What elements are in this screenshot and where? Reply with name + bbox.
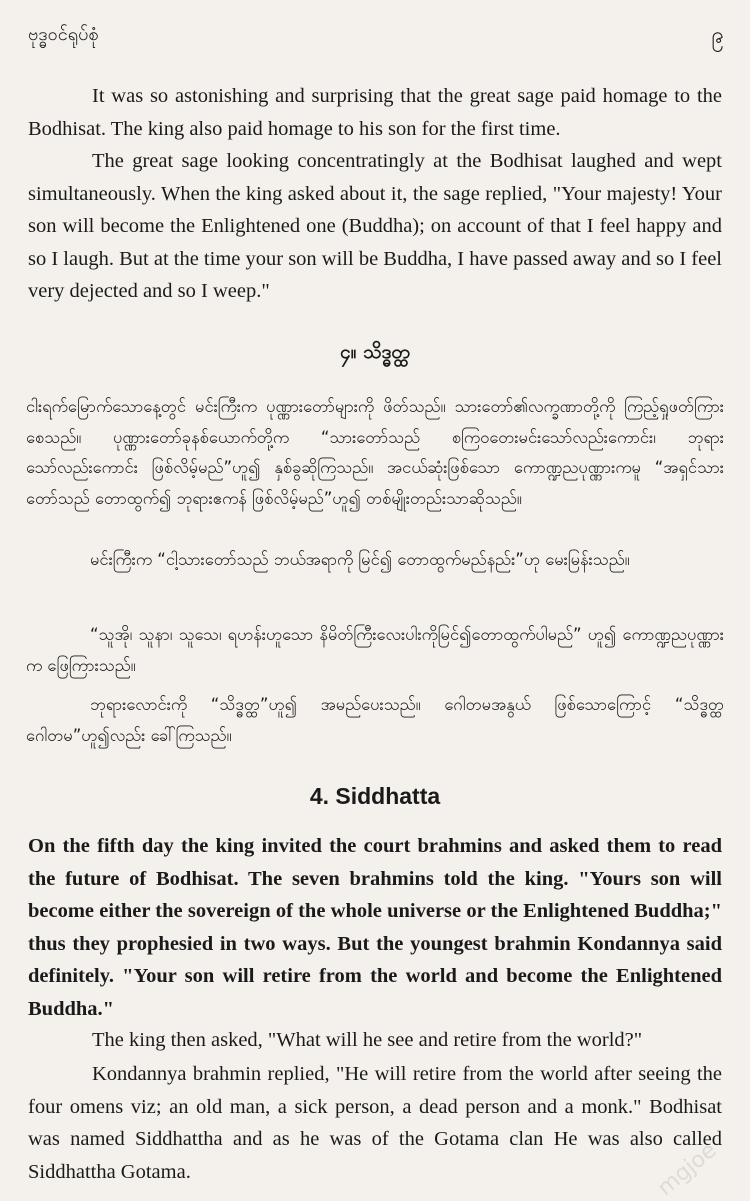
english-paragraph-kondannya-reply: Kondannya brahmin replied, "He will retire from the world after seeing the four omens viz; an old man, a sick person, a dead person and a monk." Bodhisat was named Siddhattha and as he was of the Gotama clan He was also called Siddhattha Gotama. xyxy=(28,1063,722,1183)
myanmar-paragraph-1: ငါးရက်မြောက်သောနေ့တွင် မင်းကြီးက ပုဏ္ဏားတော်များကို ဖိတ်သည်။ သားတော်၏လက္ခဏာတို့ကို ကြည့်ရှုဖတ်ကြားစေသည်။ ပုဏ္ဏားတော်ခုနစ်ယောက်တို့က “သားတော်သည် စကြဝတေးမင်းသော်လည်းကောင်း၊ ဘုရားသော်လည်းကောင်း ဖြစ်လိမ့်မည်”ဟူ၍ နှစ်ခွဆိုကြသည်။ အငယ်ဆုံးဖြစ်သော ကောဏ္ဍညပုဏ္ဏားကမူ “အရှင်သားတော်သည် တောထွက်၍ ဘုရားဧကန် ဖြစ်လိမ့်မည်”ဟူ၍ တစ်မျိုးတည်းသာဆိုသည်။ xyxy=(26,397,724,508)
paragraph-sage-laughed: The great sage looking concentratingly at the Bodhisat laughed and wept simultaneously. When the king asked about it, the sage replied, "Your majesty! Your son will become the Enlightened one (Buddha); on account of that I feel happy and so I laugh. But at the time your son will be Buddha, I have passed away and so I feel very dejected and so I weep." xyxy=(28,150,722,302)
watermark: mgjoe xyxy=(653,1137,723,1201)
myanmar-paragraph-2: မင်းကြီးက “ငါ့သားတော်သည် ဘယ်အရာကို မြင်၍ တောထွက်မည်နည်း”ဟု မေးမြန်းသည်။ xyxy=(90,550,630,569)
myanmar-section-heading: ၄။ သိဒ္ဓတ္ထ xyxy=(340,341,410,363)
english-paragraph-prophecy: On the fifth day the king invited the court brahmins and asked them to read the future of Bodhisat. The seven brahmins told the king. "Yours son will become either the sovereign of the whole universe or the Enlightened Buddha;" thus they prophesied in two ways. But the youngest brahmin Kondannya said definitely. "Your son will retire from the world and become the Enlightened Buddha." xyxy=(28,835,722,1020)
english-section-heading: 4. Siddhatta xyxy=(309,783,441,809)
paragraph-homage: It was so astonishing and surprising that the great sage paid homage to the Bodhisat. The king also paid homage to his son for the first time. xyxy=(28,85,722,140)
english-paragraph-king-asked: The king then asked, "What will he see and retire from the world?" xyxy=(92,1029,643,1051)
myanmar-paragraph-3: “သူအို၊ သူနာ၊ သူသေ၊ ရဟန်းဟူသော နိမိတ်ကြီးလေးပါးကိုမြင်၍တောထွက်ပါမည်” ဟူ၍ ကောဏ္ဍညပုဏ္ဏားက ဖြေကြားသည်။ xyxy=(26,625,724,675)
myanmar-paragraph-4: ဘုရားလောင်းကို “သိဒ္ဓတ္ထ”ဟူ၍ အမည်ပေးသည်။ ဂေါတမအနွယ် ဖြစ်သောကြောင့် “သိဒ္ဓတ္ထဂေါတမ”ဟူ၍လည်း ခေါ်ကြသည်။ xyxy=(26,695,724,745)
page-number: ၉ xyxy=(711,23,724,48)
running-head: ဗုဒ္ဓဝင်ရုပ်စုံ xyxy=(28,24,99,45)
